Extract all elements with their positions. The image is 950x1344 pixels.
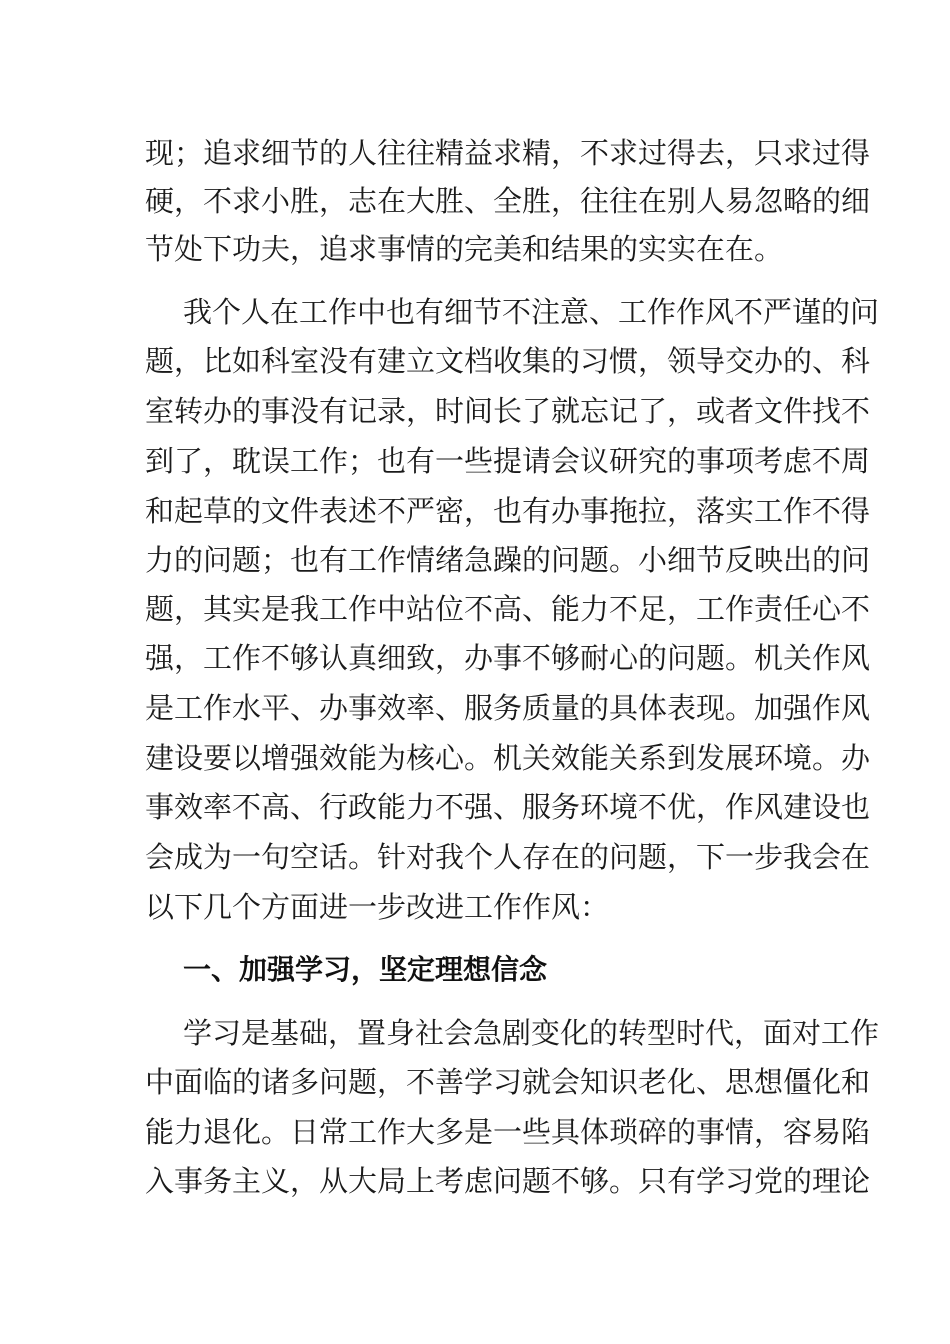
- text-line: 学习是基础，置身社会急剧变化的转型时代，面对工作: [183, 1016, 880, 1050]
- text-line: 事效率不高、行政能力不强、服务环境不优，作风建设也: [145, 790, 871, 824]
- text-line: 是工作水平、办事效率、服务质量的具体表现。加强作风: [145, 691, 871, 725]
- text-line: 建设要以增强效能为核心。机关效能关系到发展环境。办: [145, 741, 871, 775]
- text-line: 题，其实是我工作中站位不高、能力不足，工作责任心不: [145, 592, 871, 626]
- text-line: 到了，耽误工作；也有一些提请会议研究的事项考虑不周: [145, 444, 871, 478]
- text-line: 我个人在工作中也有细节不注意、工作作风不严谨的问: [183, 295, 880, 329]
- text-line: 能力退化。日常工作大多是一些具体琐碎的事情，容易陷: [145, 1115, 871, 1149]
- text-line: 现；追求细节的人往往精益求精，不求过得去，只求过得: [145, 136, 871, 170]
- text-line: 入事务主义，从大局上考虑问题不够。只有学习党的理论: [145, 1164, 871, 1198]
- text-line: 力的问题；也有工作情绪急躁的问题。小细节反映出的问: [145, 543, 871, 577]
- text-line: 会成为一句空话。针对我个人存在的问题，下一步我会在: [145, 840, 871, 874]
- text-line: 节处下功夫，追求事情的完美和结果的实实在在。: [145, 232, 784, 266]
- text-line: 和起草的文件表述不严密，也有办事拖拉，落实工作不得: [145, 494, 871, 528]
- text-line: 以下几个方面进一步改进工作作风：: [145, 890, 610, 924]
- section-heading: 一、加强学习，坚定理想信念: [183, 953, 548, 986]
- text-line: 中面临的诸多问题，不善学习就会知识老化、思想僵化和: [145, 1065, 871, 1099]
- text-line: 强，工作不够认真细致，办事不够耐心的问题。机关作风: [145, 641, 871, 675]
- text-line: 室转办的事没有记录，时间长了就忘记了，或者文件找不: [145, 394, 871, 428]
- text-line: 硬，不求小胜，志在大胜、全胜，往往在别人易忽略的细: [145, 184, 871, 218]
- text-line: 题，比如科室没有建立文档收集的习惯，领导交办的、科: [145, 344, 871, 378]
